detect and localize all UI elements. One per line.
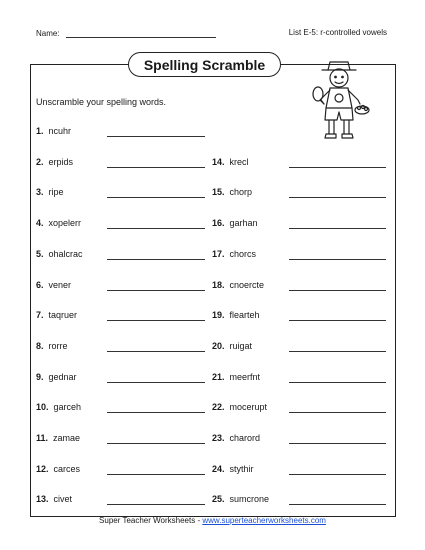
item-number: 2. [36, 156, 44, 167]
answer-line[interactable] [289, 351, 386, 352]
item-number: 5. [36, 248, 44, 259]
answer-line[interactable] [289, 443, 386, 444]
scrambled-word: sumcrone [229, 494, 270, 505]
word-item [36, 156, 73, 168]
scrambled-word: vener [48, 279, 72, 290]
item-number: 22. [212, 402, 225, 413]
word-item [36, 493, 72, 505]
word-item [212, 432, 260, 444]
word-item [212, 401, 267, 413]
item-number: 3. [36, 187, 44, 198]
word-item [212, 279, 264, 291]
scrambled-word: carces [53, 463, 81, 474]
item-number: 20. [212, 340, 225, 351]
name-input-line[interactable] [66, 28, 216, 38]
answer-line[interactable] [107, 474, 205, 475]
answer-line[interactable] [289, 167, 386, 168]
word-item [36, 463, 80, 475]
item-number: 9. [36, 371, 44, 382]
answer-line[interactable] [107, 136, 205, 137]
name-label: Name: [36, 29, 60, 38]
answer-line[interactable] [107, 504, 205, 505]
answer-line[interactable] [107, 259, 205, 260]
item-number: 14. [212, 156, 225, 167]
item-number: 7. [36, 310, 44, 321]
scrambled-word: mocerupt [229, 402, 268, 413]
scrambled-word: rorre [48, 340, 68, 351]
answer-line[interactable] [289, 412, 386, 413]
answer-line[interactable] [289, 259, 386, 260]
answer-line[interactable] [107, 167, 205, 168]
word-item [36, 432, 80, 444]
scrambled-word: chorcs [229, 248, 257, 259]
word-item [212, 309, 260, 321]
scrambled-word: charord [229, 433, 261, 443]
word-item [36, 401, 81, 413]
answer-line[interactable] [289, 504, 386, 505]
word-item [36, 279, 71, 291]
item-number: 23. [212, 433, 225, 443]
word-item [212, 371, 260, 383]
word-item [212, 156, 249, 168]
word-item [212, 340, 252, 352]
answer-line[interactable] [289, 320, 386, 321]
word-item [212, 248, 256, 260]
scrambled-word: gednar [48, 371, 77, 382]
answer-line[interactable] [107, 228, 205, 229]
item-number: 10. [36, 402, 49, 413]
scrambled-word: meerfnt [229, 371, 261, 382]
answer-line[interactable] [289, 290, 386, 291]
scrambled-word: zamae [53, 433, 81, 443]
scrambled-word: krecl [229, 156, 249, 167]
instructions: Unscramble your spelling words. [36, 97, 167, 107]
item-number: 24. [212, 463, 225, 474]
item-number: 21. [212, 371, 225, 382]
scrambled-word: stythir [229, 463, 254, 474]
item-number: 4. [36, 218, 44, 229]
answer-line[interactable] [107, 351, 205, 352]
item-number: 15. [212, 187, 225, 198]
item-number: 6. [36, 279, 44, 290]
word-item [36, 125, 71, 137]
answer-line[interactable] [107, 443, 205, 444]
answer-line[interactable] [107, 320, 205, 321]
word-item [212, 217, 258, 229]
answer-line[interactable] [107, 412, 205, 413]
footer-url-link[interactable]: www.superteacherworksheets.com [202, 516, 326, 525]
scrambled-word: ncuhr [48, 126, 72, 136]
footer-brand: Super Teacher Worksheets - [99, 516, 203, 525]
item-number: 8. [36, 340, 44, 351]
answer-line[interactable] [289, 228, 386, 229]
scrambled-word: ripe [48, 187, 64, 198]
item-number: 16. [212, 218, 225, 229]
scrambled-word: ruigat [229, 340, 253, 351]
item-number: 12. [36, 463, 49, 474]
scrambled-word: garhan [229, 218, 258, 229]
scrambled-word: garceh [53, 402, 82, 413]
answer-line[interactable] [107, 290, 205, 291]
scrambled-word: flearteh [229, 310, 260, 321]
list-label: List E-5: r-controlled vowels [288, 28, 387, 37]
answer-line[interactable] [289, 474, 386, 475]
answer-line[interactable] [107, 382, 205, 383]
answer-line[interactable] [289, 197, 386, 198]
scrambled-word: cnoercte [229, 279, 265, 290]
word-item [36, 309, 77, 321]
word-item [36, 371, 77, 383]
page-title: Spelling Scramble [128, 52, 281, 77]
item-number: 1. [36, 126, 44, 136]
word-item [212, 493, 269, 505]
item-number: 17. [212, 248, 225, 259]
word-item [36, 186, 64, 198]
word-item [36, 340, 68, 352]
scrambled-word: ohalcrac [48, 248, 83, 259]
scrambled-word: xopelerr [48, 218, 82, 229]
word-item [212, 186, 252, 198]
word-item [212, 463, 254, 475]
footer [0, 516, 425, 525]
boy-with-racket-illustration [304, 56, 374, 146]
item-number: 19. [212, 310, 225, 321]
scrambled-word: erpids [48, 156, 74, 167]
answer-line[interactable] [289, 382, 386, 383]
scrambled-word: civet [53, 494, 73, 505]
word-item [36, 248, 83, 260]
answer-line[interactable] [107, 197, 205, 198]
item-number: 11. [36, 433, 49, 443]
item-number: 18. [212, 279, 225, 290]
scrambled-word: chorp [229, 187, 253, 198]
item-number: 13. [36, 494, 49, 505]
name-field-row [36, 28, 216, 38]
word-item [36, 217, 81, 229]
item-number: 25. [212, 494, 225, 505]
scrambled-word: taqruer [48, 310, 78, 321]
